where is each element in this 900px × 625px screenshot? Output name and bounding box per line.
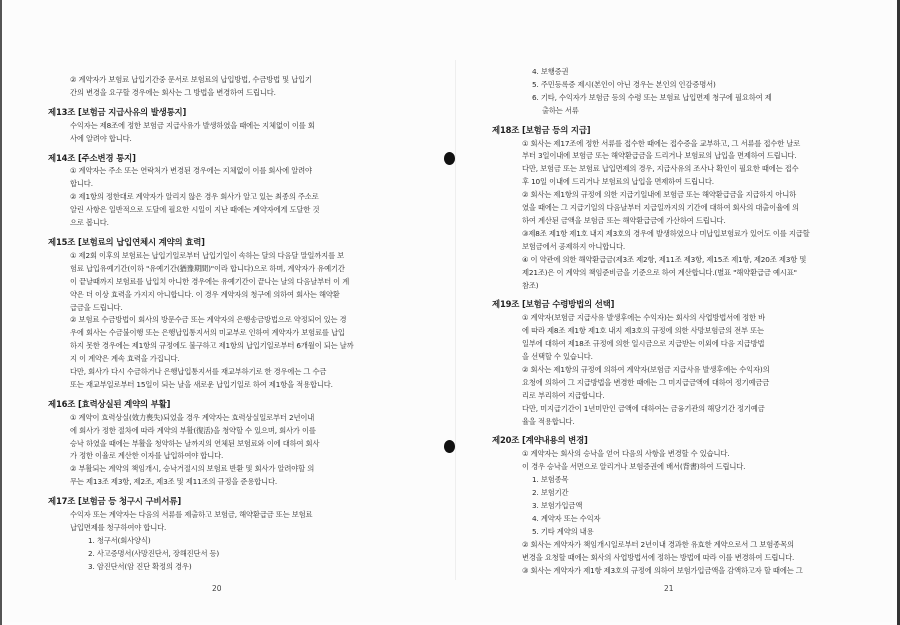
text-line: 부터 3일이내에 보험금 또는 해약환급금을 드리거나 보험료의 납입을 면제하여 드립니다. — [522, 151, 797, 161]
list-item: 2. 사고증명서(사망진단서, 장해진단서 등) — [88, 548, 220, 558]
text-line: 약은 더 이상 효력을 가지지 아니합니다. 이 경우 계약자의 청구에 의하여 회사는 해약환 — [70, 289, 340, 299]
text-line: 을 선택할 수 있습니다. — [522, 352, 593, 362]
text-line: 수익자는 제8조에 정한 보험금 지급사유가 발생하였을 때에는 지체없이 이를 회 — [70, 120, 315, 130]
text-line: 가 정한 이율로 계산한 이자를 납입하여야 합니다. — [70, 451, 224, 461]
text-line: ① 계약자(보험금 지급사유 발생후에는 수익자)는 회사의 사업방법서에 정한 바 — [522, 313, 766, 323]
page-number-left: 20 — [212, 584, 222, 593]
text-line: 다만, 미지급기간이 1년미만인 금액에 대하여는 금융기관의 해당기간 정기예금 — [522, 403, 765, 413]
text-line: 또는 재교부일로부터 15일이 되는 날을 새로운 납입기일로 하여 제1항을 적용합니다. — [70, 379, 333, 389]
text-line: 참조) — [522, 280, 539, 290]
text-line: 제21조)은 이 계약의 책임준비금을 기준으로 하여 계산합니다.(별표 "해약환급금 예시표" — [522, 267, 797, 277]
page-gutter — [455, 60, 456, 580]
text-line: ② 회사는 계약자가 책임개시일로부터 2년이내 경과한 유효한 계약으로서 그 보험종목의 — [522, 539, 794, 549]
right-page-column — [492, 66, 847, 577]
text-line: ③제8조 제1항 제1호 내지 제3호의 경우에 발생하였으나 미납입보험료가 있어도 이를 지급할 — [522, 228, 810, 238]
text-line: 일부에 대하여 제18조 규정에 의한 일시금으로 지급받는 이외에 다음 지급방법 — [522, 339, 765, 349]
text-line: 험료 납입유예기간(이하 "유예기간(猶豫期間)"이라 합니다)으로 하며, 계약자가 유예기간 — [70, 263, 345, 273]
article-16-heading: 제16조 [효력상실된 계약의 부활] — [48, 398, 171, 409]
list-item: 3. 암진단서(암 진단 확정의 경우) — [88, 561, 192, 571]
article-19-heading: 제19조 [보험금 수령방법의 선택] — [492, 299, 615, 310]
text-line: 지 이 계약은 계속 효력을 가집니다. — [70, 354, 180, 364]
text-line: 였을 때에는 그 지급기일의 다음날부터 지급일까지의 기간에 대하여 회사의 대출이율에 의 — [522, 203, 799, 213]
text-line: 합니다. — [70, 179, 93, 189]
list-item: 1. 청구서(회사양식) — [88, 535, 151, 545]
list-item: 1. 보험종목 — [532, 475, 569, 485]
article-13-heading: 제13조 [보험금 지급사유의 발생통지] — [48, 106, 187, 117]
text-line: 에 회사가 정한 절차에 따라 계약의 부활(復活)을 청약할 수 있으며, 회사가 이를 — [70, 425, 316, 435]
text-line: ② 보험료 수금방법이 회사의 방문수금 또는 계약자의 은행송금방법으로 약정되어 있는 경 — [70, 315, 347, 325]
text-line: 으로 봅니다. — [70, 218, 109, 228]
text-line: 간의 변경을 요구할 경우에는 회사는 그 방법을 변경하여 드립니다. — [70, 87, 276, 97]
text-line: 이 끝날때까지 보험료를 납입치 아니한 경우에는 유예기간이 끝나는 날의 다음날부터 이 계 — [70, 276, 350, 286]
text-line: 후 10일 이내에 드리거나 보험료의 납입을 면제하여 드립니다. — [522, 177, 714, 187]
text-line: 하지 못한 경우에는 제1항의 규정에도 불구하고 제1항의 납입기일로부터 6개월이 되는 날까 — [70, 341, 354, 351]
text-line: 하여 계산된 금액을 보험금 또는 해약환급금에 가산하여 드립니다. — [522, 215, 726, 225]
scan-left-edge — [0, 0, 2, 625]
text-line: 변경을 요청할 때에는 회사의 사업방법서에 정하는 방법에 따라 이를 변경하여 드립니다. — [522, 552, 795, 562]
list-item: 3. 보험가입금액 — [532, 501, 583, 510]
text-line: 급금을 드립니다. — [70, 302, 123, 312]
article-15-heading: 제15조 [보험료의 납입연체시 계약의 효력] — [48, 236, 205, 247]
text-line: ② 부활되는 계약의 책임개시, 승낙거절시의 보험료 반환 및 회사가 알려야할 의 — [70, 464, 315, 474]
article-20-heading: 제20조 [계약내용의 변경] — [492, 435, 588, 446]
list-item: 5. 기타 계약의 내용 — [532, 526, 594, 536]
left-page-column — [48, 74, 443, 574]
list-item: 6. 기타, 수익자가 보험금 등의 수령 또는 보험료 납입면제 청구에 필요하여 제 — [532, 92, 772, 102]
text-line: 승낙 하였을 때에는 부활을 청약하는 날까지의 연체된 보험료와 이에 대하여 회사 — [70, 438, 320, 448]
text-line: 우에 회사는 수금불이행 또는 은행납입통지서의 미교부로 인하여 계약자가 보험료를 납입 — [70, 328, 345, 338]
list-item: 출하는 서류 — [542, 105, 579, 115]
article-17-heading: 제17조 [보험금 등 청구시 구비서류] — [48, 496, 181, 507]
text-line: 이 경우 승낙을 서면으로 알리거나 보험증권에 배서(背書)하여 드립니다. — [522, 462, 746, 472]
text-line: ② 회사는 제1항의 규정에 의한 지급기일내에 보험금 또는 해약환급금을 지급하지 아니하 — [522, 190, 797, 200]
text-line: ① 회사는 제17조에 정한 서류를 접수한 때에는 접수증을 교부하고, 그 서류를 접수한 날로 — [522, 138, 801, 148]
text-line: 무는 제13조 제3항, 제2조, 제3조 및 제11조의 규정을 준용합니다. — [70, 477, 278, 487]
text-line: ① 계약자는 회사의 승낙을 얻어 다음의 사항을 변경할 수 있습니다. — [522, 449, 730, 459]
list-item: 5. 주민등록증 제시(본인이 아닌 경우는 본인의 인감증명서) — [532, 79, 716, 89]
text-line: 에 따라 제8조 제1항 제1호 내지 제3호의 규정에 의한 사망보험금의 전부 또는 — [522, 326, 764, 336]
list-item: 4. 보행증권 — [532, 67, 569, 76]
text-line: ④ 이 약관에 의한 해약환급금(제3조 제2항, 제11조 제3항, 제15조 제1항, 제20조 제3항 및 — [522, 254, 807, 264]
text-line: ② 계약자가 보험료 납입기간중 문서로 보험료의 납입방법, 수금방법 및 납입기 — [70, 75, 312, 84]
binding-hole-mark — [444, 152, 455, 165]
text-line: ① 계약자는 주소 또는 연락처가 변경된 경우에는 지체없이 이를 회사에 알려야 — [70, 166, 312, 176]
text-line: 납입면제를 청구하여야 합니다. — [70, 523, 167, 532]
text-line: 수익자 또는 계약자는 다음의 서류를 제출하고 보험금, 해약환급금 또는 보험료 — [70, 510, 313, 520]
article-14-heading: 제14조 [주소변경 통지] — [48, 152, 136, 163]
list-item: 4. 계약자 또는 수익자 — [532, 513, 601, 523]
text-line: ① 제2회 이후의 보험료는 납입기일로부터 납입기일이 속하는 달의 다음달 말일까지를 보 — [70, 250, 345, 260]
text-line: 리로 부리하여 지급합니다. — [522, 390, 605, 400]
text-line: 사에 알려야 합니다. — [70, 133, 132, 143]
article-18-heading: 제18조 [보험금 등의 지급] — [492, 124, 591, 135]
text-line: 다만, 보험금 또는 보험료 납입면제의 경우, 지급사유의 조사나 확인이 필요한 때에는 접수 — [522, 164, 799, 174]
text-line: 알린 사항은 일반적으로 도달에 필요한 시일이 지난 때에는 계약자에게 도달한 것 — [70, 205, 320, 215]
binding-hole-mark — [444, 440, 455, 453]
text-line: 보험금에서 공제하지 아니합니다. — [522, 241, 626, 251]
text-line: ② 제1항의 정한대로 계약자가 알리지 않은 경우 회사가 알고 있는 최종의 주소로 — [70, 192, 319, 202]
page-number-right: 21 — [664, 584, 674, 593]
text-line: 율을 적용합니다. — [522, 416, 575, 426]
text-line: ③ 회사는 계약자가 제1항 제3호의 규정에 의하여 보험가입금액을 감액하고자 할 때에는 그 — [522, 565, 803, 575]
text-line: ② 회사는 제1항의 규정에 의하여 계약자(보험금 지급사유 발생후에는 수익자)의 — [522, 364, 770, 374]
text-line: ① 계약이 효력상실(效力喪失)되었을 경우 계약자는 효력상실일로부터 2년이내 — [70, 412, 315, 422]
list-item: 2. 보험기간 — [532, 488, 569, 498]
text-line: 다만, 회사가 다시 수금하거나 은행납입통지서를 재교부하기로 한 경우에는 그 수금 — [70, 367, 327, 377]
text-line: 요청에 의하여 그 지급방법을 변경한 때에는 그 미지급금액에 대하여 정기예금금 — [522, 377, 770, 387]
